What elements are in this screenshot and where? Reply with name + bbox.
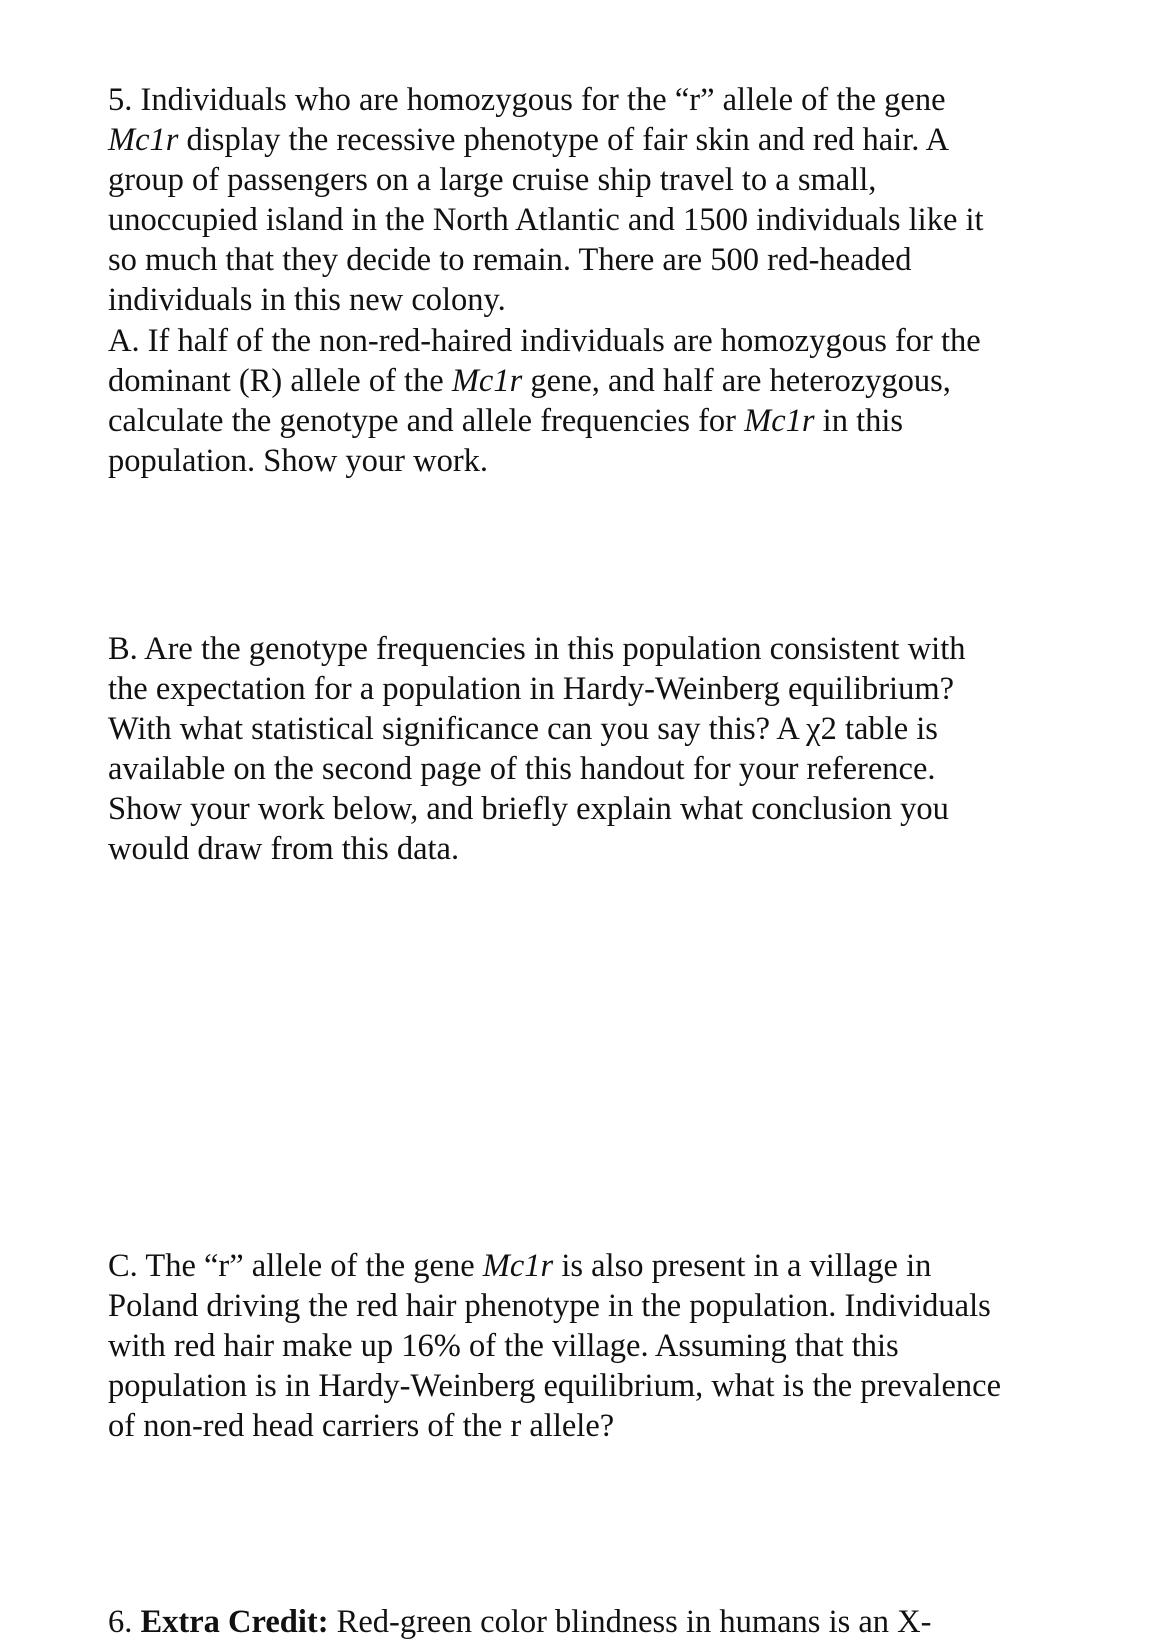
part-c-line-5: of non-red head carriers of the r allele? bbox=[108, 1408, 615, 1444]
part-b-line-5: Show your work below, and briefly explain what conclusion you bbox=[108, 791, 949, 827]
q5-intro-line-4: unoccupied island in the North Atlantic and 1500 individuals like it bbox=[108, 202, 984, 238]
part-a-line-4: population. Show your work. bbox=[108, 443, 489, 479]
part-c-line-3: with red hair make up 16% of the village. Assuming that this bbox=[108, 1328, 899, 1364]
part-b-line-2: the expectation for a population in Hardy-Weinberg equilibrium? bbox=[108, 671, 955, 707]
q5-intro-line-2: Mc1r display the recessive phenotype of fair skin and red hair. A bbox=[108, 122, 950, 158]
part-b-line-4: available on the second page of this handout for your reference. bbox=[108, 751, 936, 787]
part-b-line-1: B. Are the genotype frequencies in this population consistent with bbox=[108, 631, 966, 667]
q6-text: Red-green color blindness in humans is an X- bbox=[336, 1604, 932, 1640]
q5-intro-line-6: individuals in this new colony. bbox=[108, 282, 506, 318]
q5-intro-line-1: 5. Individuals who are homozygous for the “r” allele of the gene bbox=[108, 82, 946, 118]
part-b-line-6: would draw from this data. bbox=[108, 831, 460, 867]
part-c-line-2: Poland driving the red hair phenotype in the population. Individuals bbox=[108, 1288, 991, 1324]
question-5-intro bbox=[108, 80, 1048, 320]
gene-name: Mc1r bbox=[451, 363, 523, 399]
gene-name: Mc1r bbox=[108, 122, 179, 158]
part-a-line-2: dominant (R) allele of the Mc1r gene, and half are heterozygous, bbox=[108, 363, 951, 399]
q6-number: 6. bbox=[108, 1604, 133, 1640]
question-5-part-c bbox=[108, 1246, 1048, 1446]
gene-name: Mc1r bbox=[482, 1248, 554, 1284]
part-a-line-1: A. If half of the non-red-haired individuals are homozygous for the bbox=[108, 323, 981, 359]
q5-intro-line-3: group of passengers on a large cruise ship travel to a small, bbox=[108, 162, 877, 198]
question-5-part-a bbox=[108, 321, 1048, 481]
q6-extra-credit-label: Extra Credit: bbox=[140, 1604, 329, 1640]
part-a-line-3: calculate the genotype and allele frequencies for Mc1r in this bbox=[108, 403, 904, 439]
part-b-line-3: With what statistical significance can you say this? A χ2 table is bbox=[108, 711, 938, 747]
question-6-partial bbox=[108, 1602, 931, 1642]
question-5-part-b bbox=[108, 629, 1048, 869]
part-c-line-1: C. The “r” allele of the gene Mc1r is also present in a village in bbox=[108, 1248, 932, 1284]
q5-intro-line-5: so much that they decide to remain. There are 500 red-headed bbox=[108, 242, 912, 278]
gene-name: Mc1r bbox=[744, 403, 815, 439]
part-c-line-4: population is in Hardy-Weinberg equilibrium, what is the prevalence bbox=[108, 1368, 1002, 1404]
